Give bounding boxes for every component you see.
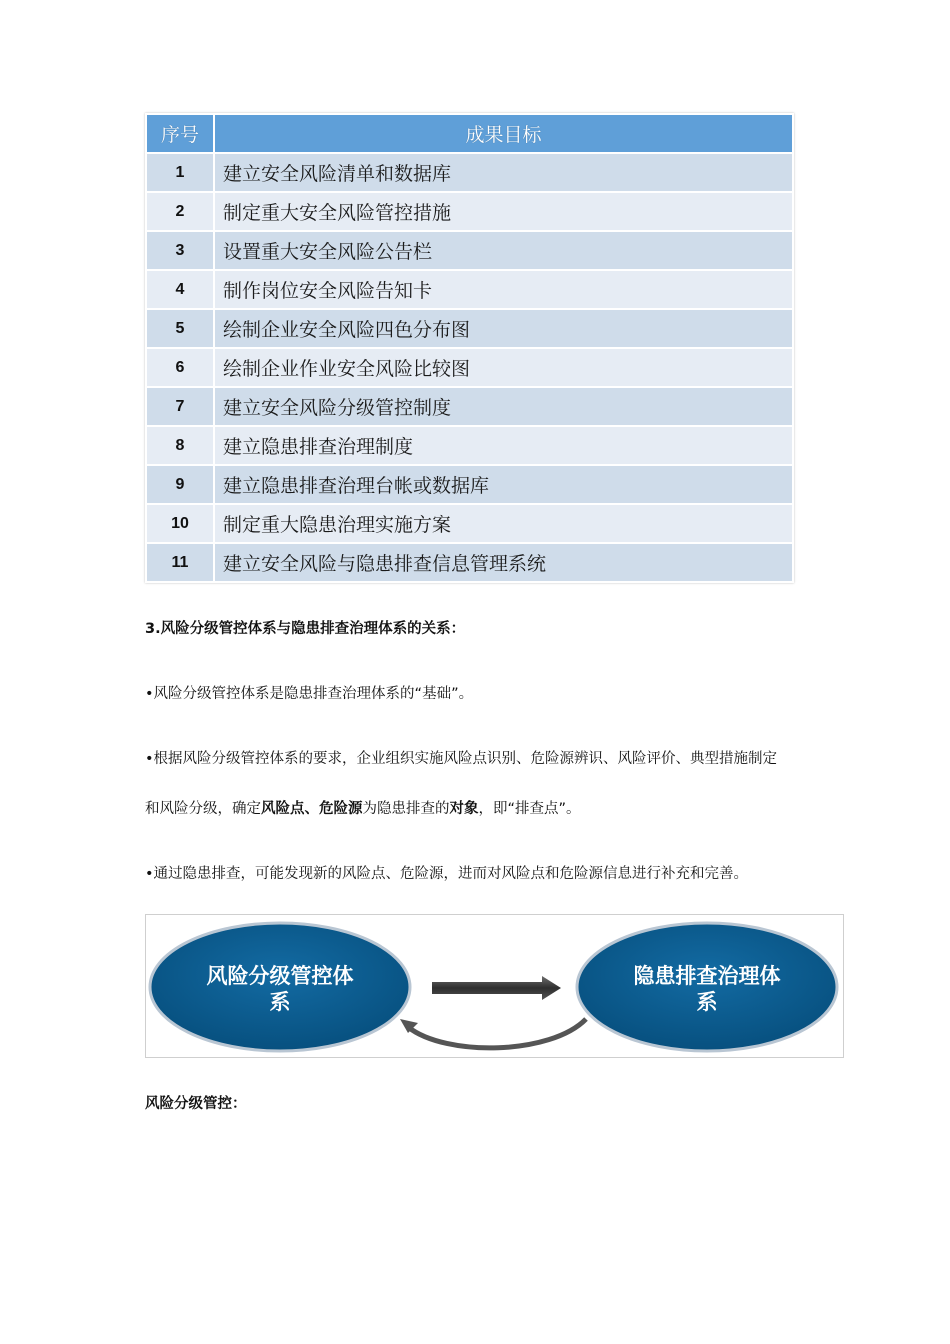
right-label-line2: 系	[696, 990, 718, 1014]
goals-table	[145, 113, 794, 583]
row-goal: 制作岗位安全风险告知卡	[214, 270, 793, 309]
forward-arrow-icon	[432, 976, 561, 1000]
row-goal: 设置重大安全风险公告栏	[214, 231, 793, 270]
row-number: 2	[146, 192, 214, 231]
relationship-diagram	[145, 914, 844, 1058]
row-number: 4	[146, 270, 214, 309]
table-row	[146, 348, 793, 387]
return-arrow-icon	[408, 1019, 586, 1048]
row-number: 10	[146, 504, 214, 543]
table-header-row	[146, 114, 793, 153]
left-label-line1: 风险分级管控体	[206, 964, 354, 988]
diagram-canvas	[146, 915, 843, 1057]
left-label-line2: 系	[269, 990, 291, 1014]
text-span: 为隐患排查的	[362, 801, 450, 817]
bullet-requirements-line2	[145, 799, 581, 819]
text-span: ，即“排查点”。	[478, 801, 581, 817]
table-row	[146, 270, 793, 309]
row-number: 11	[146, 543, 214, 582]
row-number: 6	[146, 348, 214, 387]
column-header-no: 序号	[146, 114, 214, 153]
row-goal: 绘制企业安全风险四色分布图	[214, 309, 793, 348]
table-row	[146, 231, 793, 270]
row-goal: 建立安全风险分级管控制度	[214, 387, 793, 426]
table-row	[146, 309, 793, 348]
row-goal: 制定重大安全风险管控措施	[214, 192, 793, 231]
row-number: 9	[146, 465, 214, 504]
section3-heading: 3.风险分级管控体系与隐患排查治理体系的关系：	[145, 621, 466, 637]
risk-control-heading: 风险分级管控：	[145, 1096, 247, 1112]
right-label-line1: 隐患排查治理体	[633, 964, 781, 988]
row-goal: 建立安全风险与隐患排查信息管理系统	[214, 543, 793, 582]
table-row	[146, 192, 793, 231]
row-goal: 制定重大隐患治理实施方案	[214, 504, 793, 543]
row-goal: 绘制企业作业安全风险比较图	[214, 348, 793, 387]
row-goal: 建立隐患排查治理台帐或数据库	[214, 465, 793, 504]
table-row	[146, 153, 793, 192]
bold-object: 对象	[449, 801, 479, 817]
table-row	[146, 543, 793, 582]
row-number: 1	[146, 153, 214, 192]
text-span: 和风险分级，确定	[145, 801, 261, 817]
column-header-goal: 成果目标	[214, 114, 793, 153]
table-row	[146, 465, 793, 504]
row-number: 3	[146, 231, 214, 270]
bold-risk-points: 风险点、危险源	[261, 801, 363, 817]
row-number: 8	[146, 426, 214, 465]
table-row	[146, 426, 793, 465]
row-goal: 建立隐患排查治理制度	[214, 426, 793, 465]
bullet-foundation: •风险分级管控体系是隐患排查治理体系的“基础”。	[145, 686, 474, 702]
bullet-requirements-line1: •根据风险分级管控体系的要求，企业组织实施风险点识别、危险源辨识、风险评价、典型措施制定	[145, 751, 778, 767]
row-number: 5	[146, 309, 214, 348]
table-row	[146, 387, 793, 426]
row-number: 7	[146, 387, 214, 426]
table-row	[146, 504, 793, 543]
row-goal: 建立安全风险清单和数据库	[214, 153, 793, 192]
bullet-discovery: •通过隐患排查，可能发现新的风险点、危险源，进而对风险点和危险源信息进行补充和完善。	[145, 866, 749, 882]
